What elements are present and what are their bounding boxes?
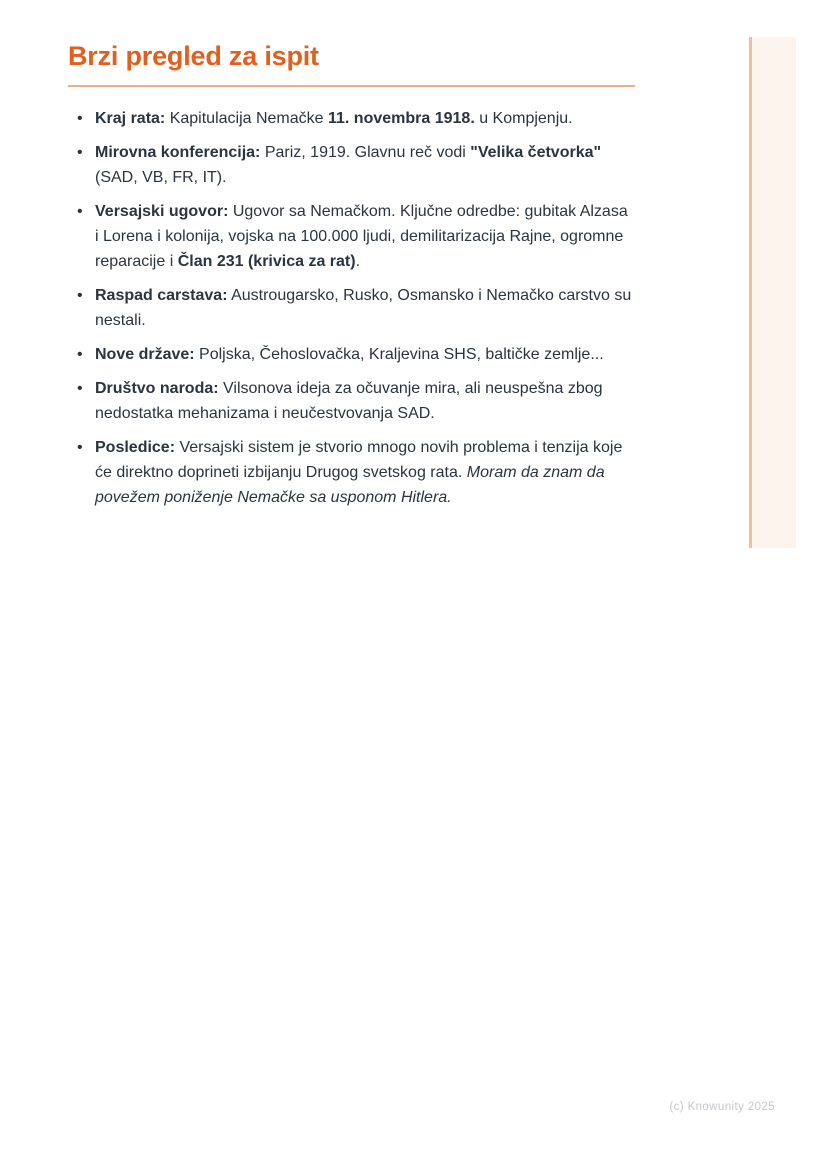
- list-item: [68, 435, 635, 510]
- summary-list: [68, 106, 635, 510]
- list-item-text: Raspad carstava: Austrougarsko, Rusko, Osmansko i Nemačko carstvo su nestali.: [95, 287, 632, 329]
- list-item: [68, 342, 635, 367]
- list-item-text: Kraj rata: Kapitulacija Nemačke 11. novembra 1918. u Kompjenju.: [95, 110, 573, 127]
- copyright-footer: (c) Knowunity 2025: [669, 1101, 775, 1113]
- bullet-marker: [68, 283, 95, 333]
- bullet-marker: [68, 342, 95, 367]
- list-item-text: Društvo naroda: Vilsonova ideja za očuvanje mira, ali neuspešna zbog nedostatka mehanizama i neučestvovanja SAD.: [95, 380, 603, 422]
- list-item: [68, 106, 635, 131]
- bullet-marker: [68, 435, 95, 510]
- list-item-text: Nove države: Poljska, Čehoslovačka, Kraljevina SHS, baltičke zemlje...: [95, 346, 604, 363]
- decorative-side-strip: [749, 37, 796, 548]
- list-item-text: Versajski ugovor: Ugovor sa Nemačkom. Ključne odredbe: gubitak Alzasa i Lorena i kolonija, vojska na 100.000 ljudi, demilitarizacija Rajne, ogromne reparacije i Član 231 (krivica za rat).: [95, 203, 628, 270]
- list-item: [68, 199, 635, 274]
- bullet-marker: [68, 376, 95, 426]
- list-item: [68, 140, 635, 190]
- title-divider: [68, 85, 635, 87]
- list-item-text: Posledice: Versajski sistem je stvorio mnogo novih problema i tenzija koje će direktno doprineti izbijanju Drugog svetskog rata. Moram da znam da povežem poniženje Nemačke sa usponom Hitlera.: [95, 439, 623, 506]
- note-content: [68, 40, 635, 519]
- page-title: Brzi pregled za ispit: [68, 41, 319, 71]
- bullet-marker: [68, 140, 95, 190]
- bullet-marker: [68, 106, 95, 131]
- list-item-text: Mirovna konferencija: Pariz, 1919. Glavnu reč vodi "Velika četvorka" (SAD, VB, FR, IT).: [95, 144, 602, 186]
- list-item: [68, 376, 635, 426]
- bullet-marker: [68, 199, 95, 274]
- list-item: [68, 283, 635, 333]
